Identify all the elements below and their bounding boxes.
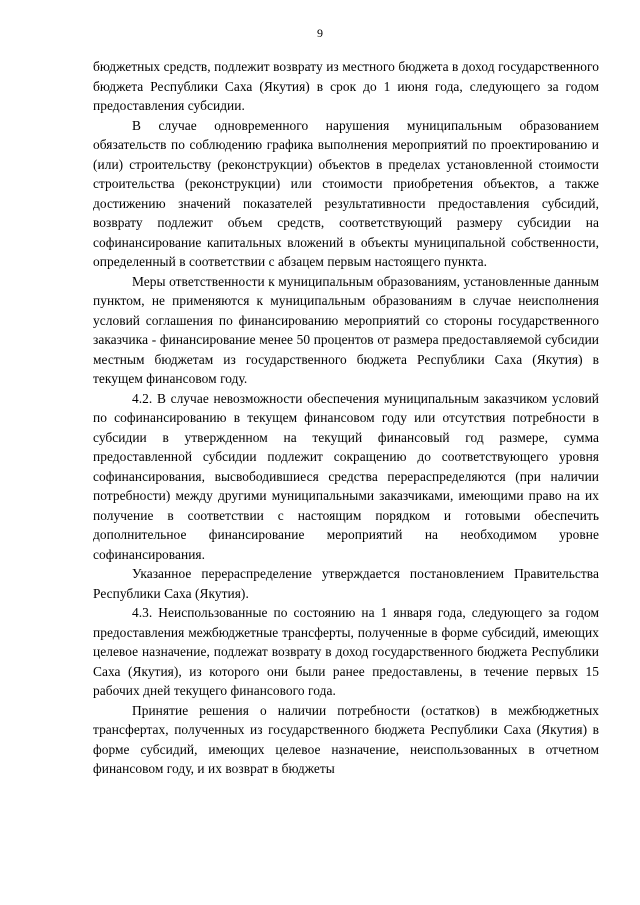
paragraph-section-4-3: 4.3. Неиспользованные по состоянию на 1 января года, следующего за годом предоставления межбюджетные трансферты, полученные в форме субсидий, имеющих целевое назначение, подлежат возврату в доход государственного бюджета Республики Саха (Якутия), из которого они были ранее предоставлены, в течение первых 15 рабочих дней текущего финансового года. [93,605,599,698]
document-body [93,57,599,779]
paragraph-decision-on-remaining-funds: Принятие решения о наличии потребности (остатков) в межбюджетных трансфертах, полученных из государственного бюджета Республики Саха (Якутия) в форме субсидий, имеющих целевое назначение, неиспользованных в отчетном финансовом году, и их возврат в бюджеты [93,702,599,776]
paragraph-redistribution-approval: Указанное перераспределение утверждается постановлением Правительства Республики Саха (Якутия). [93,566,599,601]
paragraph-simultaneous-violation: В случае одновременного нарушения муниципальным образованием обязательств по соблюдению графика выполнения мероприятий по проектированию и (или) строительству (реконструкции) объектов в пределах установленной стоимости строительства (реконструкции) или стоимости приобретения объектов, а также достижению значений показателей результативности предоставления субсидий, возврату подлежит объем средств, соответствующий размеру субсидии на софинансирование капитальных вложений в объекты муниципальной собственности, определенный в соответствии с абзацем первым настоящего пункта. [93,117,599,269]
paragraph-continuation-return-deadline: бюджетных средств, подлежит возврату из местного бюджета в доход государственного бюджета Республики Саха (Якутия) в срок до 1 июня года, следующего за годом предоставления субсидии. [93,59,599,113]
page-number: 9 [317,26,323,40]
paragraph-section-4-2: 4.2. В случае невозможности обеспечения муниципальным заказчиком условий по софинансированию в текущем финансовом году или отсутствия потребности в субсидии в утвержденном на текущий финансовый год размере, сумма предоставленной субсидии подлежит сокращению до соответствующего уровня софинансирования, высвободившиеся средства перераспределяются (при наличии потребности) между другими муниципальными заказчиками, имеющими право на их получение в соответствии с настоящим порядком и готовыми обеспечить дополнительное финансирование мероприятий на необходимом уровне софинансирования. [93,390,599,562]
paragraph-liability-measures: Меры ответственности к муниципальным образованиям, установленные данным пунктом, не применяются к муниципальным образованиям в случае неисполнения условий соглашения по финансированию мероприятий со стороны государственного заказчика - финансирование менее 50 процентов от размера предоставляемой субсидии местным бюджетам из государственного бюджета Республики Саха (Якутия) в текущем финансовом году. [93,273,599,386]
